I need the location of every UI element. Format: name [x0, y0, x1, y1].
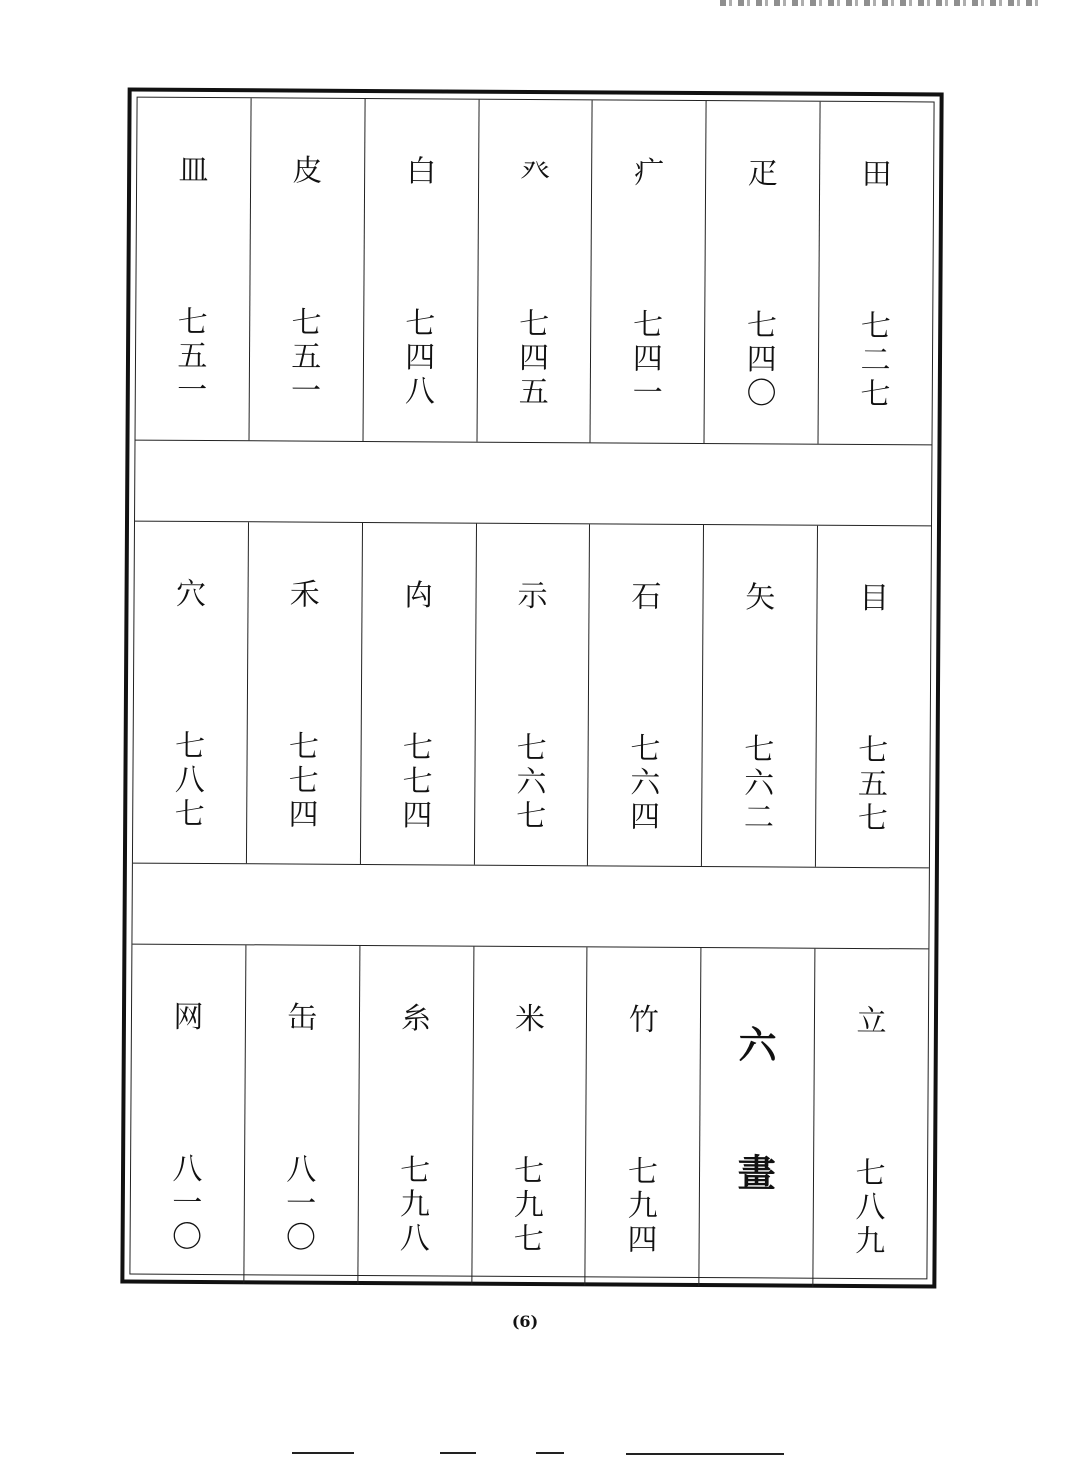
page-ref: 七六七	[516, 730, 547, 835]
radical: 糸	[401, 1001, 432, 1037]
radical-cell	[471, 947, 587, 1286]
radical: 网	[173, 999, 204, 1035]
page-ref: 七六二	[743, 732, 775, 836]
table-row	[133, 521, 931, 869]
stroke-count-heading: 六	[738, 1022, 777, 1068]
scan-artifact-line	[292, 1452, 354, 1454]
page-ref: 七五一	[290, 305, 322, 409]
radical-cell	[248, 98, 364, 441]
page-ref: 七九八	[399, 1153, 431, 1257]
radical: 米	[514, 1001, 546, 1038]
radical: 禸	[403, 578, 434, 614]
radical: 竹	[628, 1002, 659, 1038]
stroke-label-heading: 畫	[737, 1150, 776, 1196]
radical-cell	[246, 522, 362, 864]
radical: 矢	[745, 580, 776, 616]
radical: 皮	[292, 153, 323, 189]
radical: 田	[861, 157, 892, 193]
page-ref: 七八七	[174, 728, 206, 833]
radical: 癶	[520, 154, 551, 191]
radical: 示	[517, 578, 548, 615]
radical-cell	[815, 526, 931, 868]
radical-cell	[362, 99, 478, 442]
stroke-heading-cell	[699, 948, 815, 1287]
radical-cell	[590, 100, 706, 443]
page-ref: 七五一	[177, 304, 208, 409]
radical-cell	[243, 945, 359, 1284]
radical-cell	[585, 947, 701, 1286]
page-ref: 七八九	[855, 1155, 886, 1260]
page-ref: 七九七	[513, 1153, 545, 1258]
radical: 穴	[175, 576, 207, 613]
page-ref: 八一〇	[171, 1151, 203, 1255]
radical: 目	[859, 580, 890, 617]
page-ref: 七六四	[629, 731, 661, 835]
page-ref: 七四〇	[746, 308, 778, 412]
radical: 立	[856, 1003, 887, 1040]
page-ref: 七七四	[402, 730, 433, 834]
table-row	[130, 944, 928, 1288]
radical-cell	[476, 100, 592, 443]
scan-header-artifact	[720, 0, 1040, 6]
page-ref: 七四一	[632, 307, 664, 411]
radical-cell	[357, 946, 473, 1285]
radical-cell	[133, 522, 248, 864]
radical: 缶	[287, 1000, 318, 1036]
page-ref: 七七四	[288, 729, 320, 833]
radical-cell	[360, 523, 476, 865]
scan-artifact-line	[536, 1452, 564, 1454]
radical: 白	[406, 154, 437, 190]
radical: 石	[631, 579, 662, 615]
scan-artifact-line	[626, 1453, 784, 1455]
radical-cell	[130, 945, 245, 1284]
page-ref: 八一〇	[285, 1152, 317, 1256]
page-ref: 七四五	[518, 306, 550, 411]
radical: 禾	[289, 577, 320, 613]
scan-artifact-line	[440, 1452, 476, 1454]
radical-cell	[473, 524, 589, 866]
radical: 疋	[747, 156, 778, 192]
page-ref: 七二七	[860, 309, 891, 413]
page-ref: 七九四	[627, 1154, 659, 1258]
page-ref: 七四八	[404, 306, 436, 410]
radical-cell	[813, 949, 929, 1288]
radical-cell	[818, 102, 934, 445]
radical-cell	[587, 524, 703, 866]
radical: 皿	[178, 152, 209, 189]
page-ref: 七五七	[857, 732, 889, 837]
index-table	[120, 88, 943, 1289]
index-table-inner	[129, 97, 934, 1280]
radical: 疒	[633, 155, 665, 191]
table-row	[136, 98, 934, 446]
radical-cell	[704, 101, 820, 444]
radical-cell	[136, 98, 251, 441]
page-number: (6)	[511, 1312, 539, 1331]
radical-cell	[701, 525, 817, 867]
